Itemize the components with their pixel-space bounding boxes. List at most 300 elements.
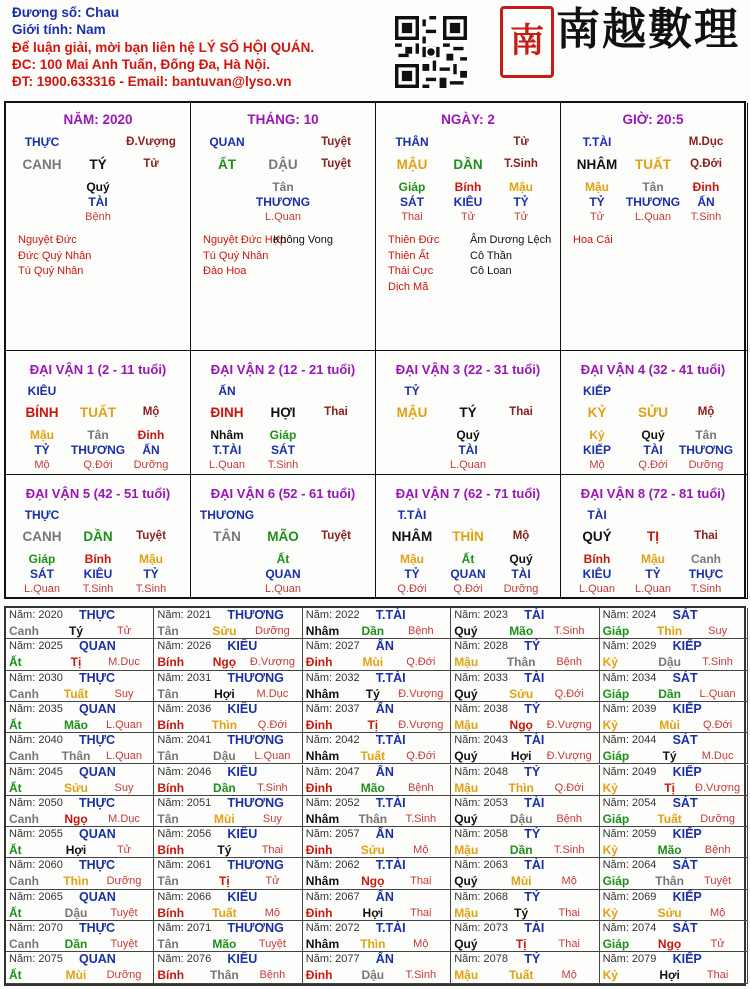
year-stage: L.Quan: [254, 750, 291, 763]
year-cell[interactable]: [6, 608, 154, 639]
dv-hidden-stem: Mậu: [400, 552, 424, 566]
year-cell[interactable]: [451, 671, 599, 702]
year-cell[interactable]: [6, 827, 154, 858]
pillar-stage: Tuyệt: [321, 158, 351, 170]
year-number: 2045: [35, 765, 63, 778]
year-prefix: Năm:: [602, 922, 629, 934]
dai-van-god: KIẾP: [582, 384, 612, 398]
pillar-star: THỰC: [24, 135, 60, 149]
shensha-item: Nguyệt Đức: [18, 234, 77, 246]
year-number: 2061: [183, 859, 212, 872]
year-prefix: Năm:: [157, 828, 184, 841]
year-star: ẤN: [375, 952, 394, 967]
year-cell[interactable]: [600, 702, 748, 733]
year-label: [603, 891, 657, 903]
year-cell[interactable]: [451, 858, 599, 889]
year-star: TÀI: [524, 795, 545, 810]
year-cell[interactable]: [600, 858, 748, 889]
year-chi: Dậu: [658, 655, 681, 670]
year-prefix: Năm:: [157, 859, 184, 872]
dai-van-chi: DẦN: [83, 529, 113, 544]
year-number: 2070: [35, 922, 63, 934]
year-cell[interactable]: [451, 733, 599, 764]
year-cell[interactable]: [303, 639, 451, 670]
year-can: Nhâm: [305, 811, 340, 826]
year-can: Canh: [9, 624, 39, 638]
year-chi: Hợi: [65, 843, 87, 858]
dv-hidden-stage: T.Sinh: [690, 583, 722, 595]
year-chi: Dậu: [64, 905, 88, 920]
year-cell[interactable]: [600, 608, 748, 639]
year-stage: M.Dục: [701, 750, 734, 763]
year-number: 2056: [183, 828, 212, 841]
year-stage: Tử: [710, 938, 725, 950]
year-cell[interactable]: [6, 858, 154, 889]
year-star: T.TÀI: [375, 858, 406, 873]
chart-grid: [4, 101, 746, 599]
year-prefix: Năm:: [454, 609, 481, 621]
year-cell[interactable]: [600, 827, 748, 858]
year-chi: Mão: [64, 717, 88, 732]
year-prefix: Năm:: [305, 671, 333, 684]
year-star: ẤN: [375, 889, 394, 904]
year-cell[interactable]: [451, 890, 599, 921]
year-chi: Tuất: [212, 905, 237, 920]
year-prefix: Năm:: [602, 640, 629, 653]
year-stage: Tuyệt: [258, 938, 286, 950]
year-can: Mậu: [454, 905, 479, 920]
dai-van-chi: SỬU: [638, 405, 668, 420]
year-chi: Dần: [213, 780, 236, 795]
year-cell[interactable]: [600, 671, 748, 702]
dv-hidden-stem: Kỷ: [589, 428, 605, 442]
year-cell[interactable]: [154, 890, 302, 921]
year-star: QUAN: [79, 827, 116, 842]
year-label: [9, 891, 63, 903]
dv-hidden-stage: L.Quan: [634, 583, 672, 595]
year-chi: Ngọ: [212, 655, 237, 670]
year-chi: Mùi: [510, 874, 532, 889]
pillar-star-stage: Tử: [513, 136, 529, 148]
year-prefix: Năm:: [157, 609, 184, 621]
dai-van-stage: Mộ: [142, 406, 160, 418]
year-can: Giáp: [602, 937, 630, 951]
year-cell[interactable]: [154, 671, 302, 702]
year-cell[interactable]: [6, 765, 154, 796]
year-cell[interactable]: [6, 702, 154, 733]
year-prefix: Năm:: [157, 796, 184, 809]
year-star: T.TÀI: [375, 670, 406, 685]
year-star: THƯƠNG: [227, 795, 284, 810]
header: [0, 0, 750, 100]
year-stage: Thai: [558, 938, 580, 950]
dai-van-title: ĐẠI VẬN 3 (22 - 31 tuổi): [395, 362, 541, 377]
year-prefix: Năm:: [602, 671, 629, 684]
owner-line: [12, 4, 314, 21]
year-chi: Ngọ: [361, 874, 385, 889]
dai-van-stage: Mộ: [512, 530, 530, 542]
year-star: QUAN: [79, 952, 116, 967]
hidden-stage: Tử: [589, 211, 605, 223]
year-star: THỰC: [79, 858, 116, 873]
year-star: T.TÀI: [375, 795, 406, 810]
year-prefix: Năm:: [305, 890, 333, 903]
year-star: THƯƠNG: [227, 733, 284, 748]
year-star: KIÊU: [227, 639, 258, 654]
year-cell[interactable]: [600, 765, 748, 796]
dv-hidden-stage: L.Quan: [264, 583, 302, 595]
year-cell[interactable]: [600, 639, 748, 670]
year-star: ẤN: [375, 764, 394, 779]
year-stage: Đ.Vượng: [398, 687, 444, 700]
year-cell[interactable]: [154, 608, 302, 639]
hidden-god: ẤN: [697, 195, 715, 209]
year-number: 2024: [628, 609, 657, 621]
year-label: [454, 891, 508, 903]
year-label: [157, 766, 211, 778]
pillar-can: ẤT: [218, 157, 236, 172]
year-stage: T.Sinh: [257, 781, 288, 794]
pillar-chi: DẦN: [453, 157, 483, 172]
year-label: [454, 766, 508, 778]
year-prefix: Năm:: [157, 702, 184, 715]
dv-hidden-stem: Mậu: [641, 552, 665, 566]
year-stage: T.Sinh: [405, 969, 437, 982]
year-stage: Bệnh: [556, 656, 583, 669]
year-star: KIÊU: [227, 701, 258, 716]
year-star: ẤN: [375, 701, 394, 716]
year-star: QUAN: [79, 701, 116, 716]
year-cell[interactable]: [6, 671, 154, 702]
year-cell[interactable]: [451, 639, 599, 670]
brand-title: 南越數理: [556, 4, 740, 55]
year-stage: Tuyệt: [704, 875, 732, 888]
dv-hidden-stem: Nhâm: [210, 428, 244, 442]
year-can: Mậu: [454, 968, 479, 983]
dai-van-title: ĐẠI VẬN 1 (2 - 11 tuổi): [29, 362, 167, 377]
year-label: [603, 922, 657, 934]
year-can: Kỷ: [602, 655, 618, 670]
pillar-cell: [191, 103, 376, 351]
year-star: KIẾP: [672, 889, 702, 904]
year-label: [454, 609, 508, 621]
year-stage: Q.Đới: [257, 718, 287, 731]
year-stage: Bệnh: [407, 625, 434, 637]
pillar-can: MẬU: [396, 157, 428, 172]
year-chi: Thìn: [211, 717, 238, 732]
dv-hidden-stem: Quý: [509, 552, 533, 566]
year-cell[interactable]: [154, 733, 302, 764]
year-cell[interactable]: [154, 796, 302, 827]
year-cell[interactable]: [154, 827, 302, 858]
year-cell[interactable]: [600, 890, 748, 921]
year-stage: Tử: [265, 875, 280, 888]
year-cell[interactable]: [303, 671, 451, 702]
dv-hidden-god: THƯƠNG: [70, 443, 126, 457]
year-stage: Thai: [261, 844, 284, 857]
year-cell[interactable]: [303, 952, 451, 983]
year-cell[interactable]: [154, 639, 302, 670]
hidden-god: KIÊU: [453, 195, 483, 209]
year-can: Đinh: [305, 843, 333, 858]
year-stage: Q.Đới: [406, 750, 436, 763]
year-can: Canh: [9, 811, 39, 826]
year-label: [157, 797, 211, 809]
pillar-title: NĂM: 2020: [63, 112, 133, 127]
year-cell[interactable]: [600, 921, 748, 952]
year-can: Bính: [157, 780, 185, 795]
year-cell[interactable]: [303, 921, 451, 952]
hidden-god: TỶ: [513, 195, 529, 209]
year-cell[interactable]: [154, 702, 302, 733]
hidden-god: TÀI: [88, 195, 108, 209]
year-cell[interactable]: [303, 702, 451, 733]
dai-van-god: KIÊU: [27, 384, 57, 398]
year-stage: Mộ: [264, 906, 281, 919]
year-chi: Ngọ: [64, 811, 88, 826]
dv-hidden-god: QUAN: [265, 567, 301, 581]
hidden-stem: Giáp: [398, 180, 426, 194]
year-prefix: Năm:: [305, 859, 333, 872]
pillar-star: THÂN: [395, 135, 429, 149]
hidden-god: TỶ: [589, 195, 605, 209]
year-number: 2054: [628, 796, 657, 809]
dv-hidden-stage: T.Sinh: [135, 583, 167, 595]
dv-hidden-stage: Dưỡng: [503, 583, 539, 595]
year-stage: Bệnh: [407, 781, 434, 794]
year-can: Kỷ: [602, 843, 618, 858]
year-stage: Dưỡng: [700, 812, 735, 825]
phone-email-text[interactable]: ĐT: 1900.633316 - Email: bantuvan@lyso.vn: [12, 74, 292, 90]
year-cell[interactable]: [451, 702, 599, 733]
year-chi: Hợi: [659, 968, 680, 983]
year-star: TỶ: [524, 889, 541, 904]
year-chi: Tị: [367, 717, 379, 732]
shensha-item: Tú Quý Nhân: [203, 249, 269, 262]
year-stage: Tử: [116, 844, 132, 857]
year-can: Đinh: [305, 905, 333, 920]
year-can: Quý: [454, 811, 478, 826]
qr-code-icon[interactable]: [395, 16, 467, 88]
year-can: Tân: [157, 624, 179, 638]
hidden-stem: Quý: [86, 180, 110, 194]
year-label: [9, 672, 63, 684]
dv-hidden-god: T.TÀI: [212, 443, 242, 457]
year-chi: Sửu: [360, 843, 385, 858]
year-chi: Tuất: [508, 968, 534, 983]
year-can: Bính: [157, 968, 185, 983]
year-label: [306, 734, 360, 746]
year-star: QUAN: [79, 764, 116, 779]
year-number: 2042: [332, 734, 360, 747]
year-star: SÁT: [672, 921, 698, 935]
year-chi: Mùi: [65, 968, 87, 983]
year-number: 2021: [183, 609, 212, 621]
annual-years-grid: [4, 606, 746, 986]
year-number: 2078: [480, 953, 508, 966]
year-cell[interactable]: [6, 952, 154, 983]
year-cell[interactable]: [451, 765, 599, 796]
year-stage: M.Dục: [256, 687, 289, 700]
year-prefix: Năm:: [454, 922, 481, 934]
year-cell[interactable]: [451, 796, 599, 827]
dai-van-title: ĐẠI VẬN 4 (32 - 41 tuổi): [580, 362, 726, 377]
year-cell[interactable]: [600, 733, 748, 764]
year-stage: Thai: [410, 875, 432, 888]
year-stage: Q.Đới: [554, 781, 584, 794]
year-chi: Thìn: [508, 780, 534, 795]
year-can: Giáp: [602, 874, 630, 889]
year-cell[interactable]: [303, 858, 451, 889]
year-cell[interactable]: [600, 796, 748, 827]
year-prefix: Năm:: [9, 922, 36, 934]
year-number: 2040: [35, 734, 63, 747]
dai-van-can: CANH: [22, 529, 62, 544]
year-can: Tân: [157, 749, 179, 764]
year-star: TỶ: [524, 701, 541, 716]
hidden-god: THƯƠNG: [255, 195, 311, 209]
year-star: KIÊU: [227, 827, 258, 842]
dai-van-stage: Mộ: [697, 406, 715, 418]
dv-hidden-god: TÀI: [511, 567, 531, 581]
shensha-item: Đào Hoa: [203, 265, 247, 277]
seal-logo: 南: [500, 6, 554, 78]
year-cell[interactable]: [154, 858, 302, 889]
year-cell[interactable]: [600, 952, 748, 983]
year-can: Tân: [157, 874, 179, 889]
year-label: [603, 766, 657, 778]
year-star: KIẾP: [672, 639, 702, 654]
year-cell[interactable]: [154, 765, 302, 796]
dv-hidden-god: THỰC: [688, 567, 724, 581]
year-cell[interactable]: [451, 827, 599, 858]
year-prefix: Năm:: [305, 640, 333, 653]
year-can: Đinh: [305, 717, 333, 732]
year-chi: Tý: [365, 686, 380, 701]
year-prefix: Năm:: [305, 734, 333, 747]
year-cell[interactable]: [451, 952, 599, 983]
hidden-stem: Tân: [272, 180, 294, 194]
year-star: SÁT: [672, 733, 698, 748]
year-cell[interactable]: [451, 608, 599, 639]
year-can: Đinh: [305, 968, 333, 983]
year-can: Kỷ: [602, 905, 618, 920]
year-prefix: Năm:: [602, 953, 629, 966]
year-can: Mậu: [454, 717, 479, 732]
dai-van-cell: [376, 351, 561, 475]
year-chi: Tuất: [63, 686, 89, 701]
shensha-item: Dịch Mã: [388, 280, 429, 293]
year-cell[interactable]: [154, 921, 302, 952]
year-can: Canh: [9, 874, 39, 889]
pillar-chi: DẬU: [268, 157, 298, 172]
year-can: Mậu: [454, 780, 479, 795]
year-number: 2059: [628, 828, 657, 841]
dai-van-god: ẤN: [218, 384, 236, 398]
year-cell[interactable]: [303, 890, 451, 921]
year-label: [603, 734, 657, 746]
year-prefix: Năm:: [305, 922, 333, 934]
year-cell[interactable]: [6, 796, 154, 827]
year-number: 2035: [35, 702, 63, 715]
dai-van-title: ĐẠI VẬN 8 (72 - 81 tuổi): [580, 486, 726, 501]
year-number: 2027: [332, 640, 360, 653]
dai-van-chi: TỊ: [647, 529, 659, 544]
dv-hidden-god: KIÊU: [83, 567, 113, 581]
year-cell[interactable]: [6, 921, 154, 952]
shensha-item-2: Cô Thần: [470, 249, 512, 262]
year-cell[interactable]: [303, 765, 451, 796]
year-cell[interactable]: [6, 639, 154, 670]
year-number: 2075: [35, 953, 63, 966]
year-star: TÀI: [524, 858, 545, 873]
year-cell[interactable]: [6, 890, 154, 921]
year-can: Giáp: [602, 749, 630, 764]
year-cell[interactable]: [451, 921, 599, 952]
dai-van-can: NHÂM: [391, 529, 433, 544]
dv-hidden-god: THƯƠNG: [678, 443, 734, 457]
hidden-stage: T.Sinh: [690, 211, 722, 223]
dv-hidden-stage: L.Quan: [208, 459, 246, 471]
year-number: 2029: [628, 640, 657, 653]
year-star: TÀI: [524, 608, 545, 622]
year-stage: Dưỡng: [106, 875, 142, 888]
year-label: [9, 828, 63, 840]
hidden-stage: Thai: [401, 211, 423, 223]
year-cell[interactable]: [6, 733, 154, 764]
year-cell[interactable]: [303, 796, 451, 827]
year-label: [157, 640, 211, 652]
year-chi: Thìn: [360, 937, 386, 951]
year-cell[interactable]: [303, 827, 451, 858]
year-label: [306, 953, 360, 965]
year-label: [454, 922, 508, 934]
year-label: [9, 703, 63, 715]
year-cell[interactable]: [303, 608, 451, 639]
year-can: Quý: [454, 937, 478, 951]
year-can: Mậu: [454, 655, 479, 670]
shensha-item-2: Âm Dương Lệch: [470, 234, 552, 246]
year-chi: Sửu: [212, 624, 237, 638]
year-number: 2055: [35, 828, 63, 841]
year-prefix: Năm:: [454, 953, 481, 966]
year-star: SÁT: [672, 608, 698, 622]
year-prefix: Năm:: [602, 890, 629, 903]
year-cell[interactable]: [154, 952, 302, 983]
dv-hidden-stage: Dưỡng: [133, 459, 169, 471]
year-number: 2038: [480, 702, 508, 715]
year-star: QUAN: [79, 639, 116, 654]
year-number: 2046: [183, 765, 212, 778]
year-label: [157, 953, 211, 965]
pillar-can: NHÂM: [576, 157, 618, 172]
year-prefix: Năm:: [454, 765, 481, 778]
year-number: 2028: [480, 640, 508, 653]
dai-van-cell: [561, 475, 748, 599]
year-label: [9, 609, 63, 621]
year-can: Kỷ: [602, 717, 618, 732]
year-stage: T.Sinh: [553, 625, 585, 637]
dai-van-god: T.TÀI: [397, 508, 427, 522]
year-label: [9, 953, 63, 965]
year-label: [9, 640, 63, 652]
year-label: [306, 703, 360, 715]
year-cell[interactable]: [303, 733, 451, 764]
dv-hidden-stem: Bính: [583, 552, 611, 566]
dv-hidden-god: TỶ: [404, 567, 420, 581]
dv-hidden-god: KIÊU: [582, 567, 612, 581]
pillar-stage: T.Sinh: [504, 158, 538, 170]
